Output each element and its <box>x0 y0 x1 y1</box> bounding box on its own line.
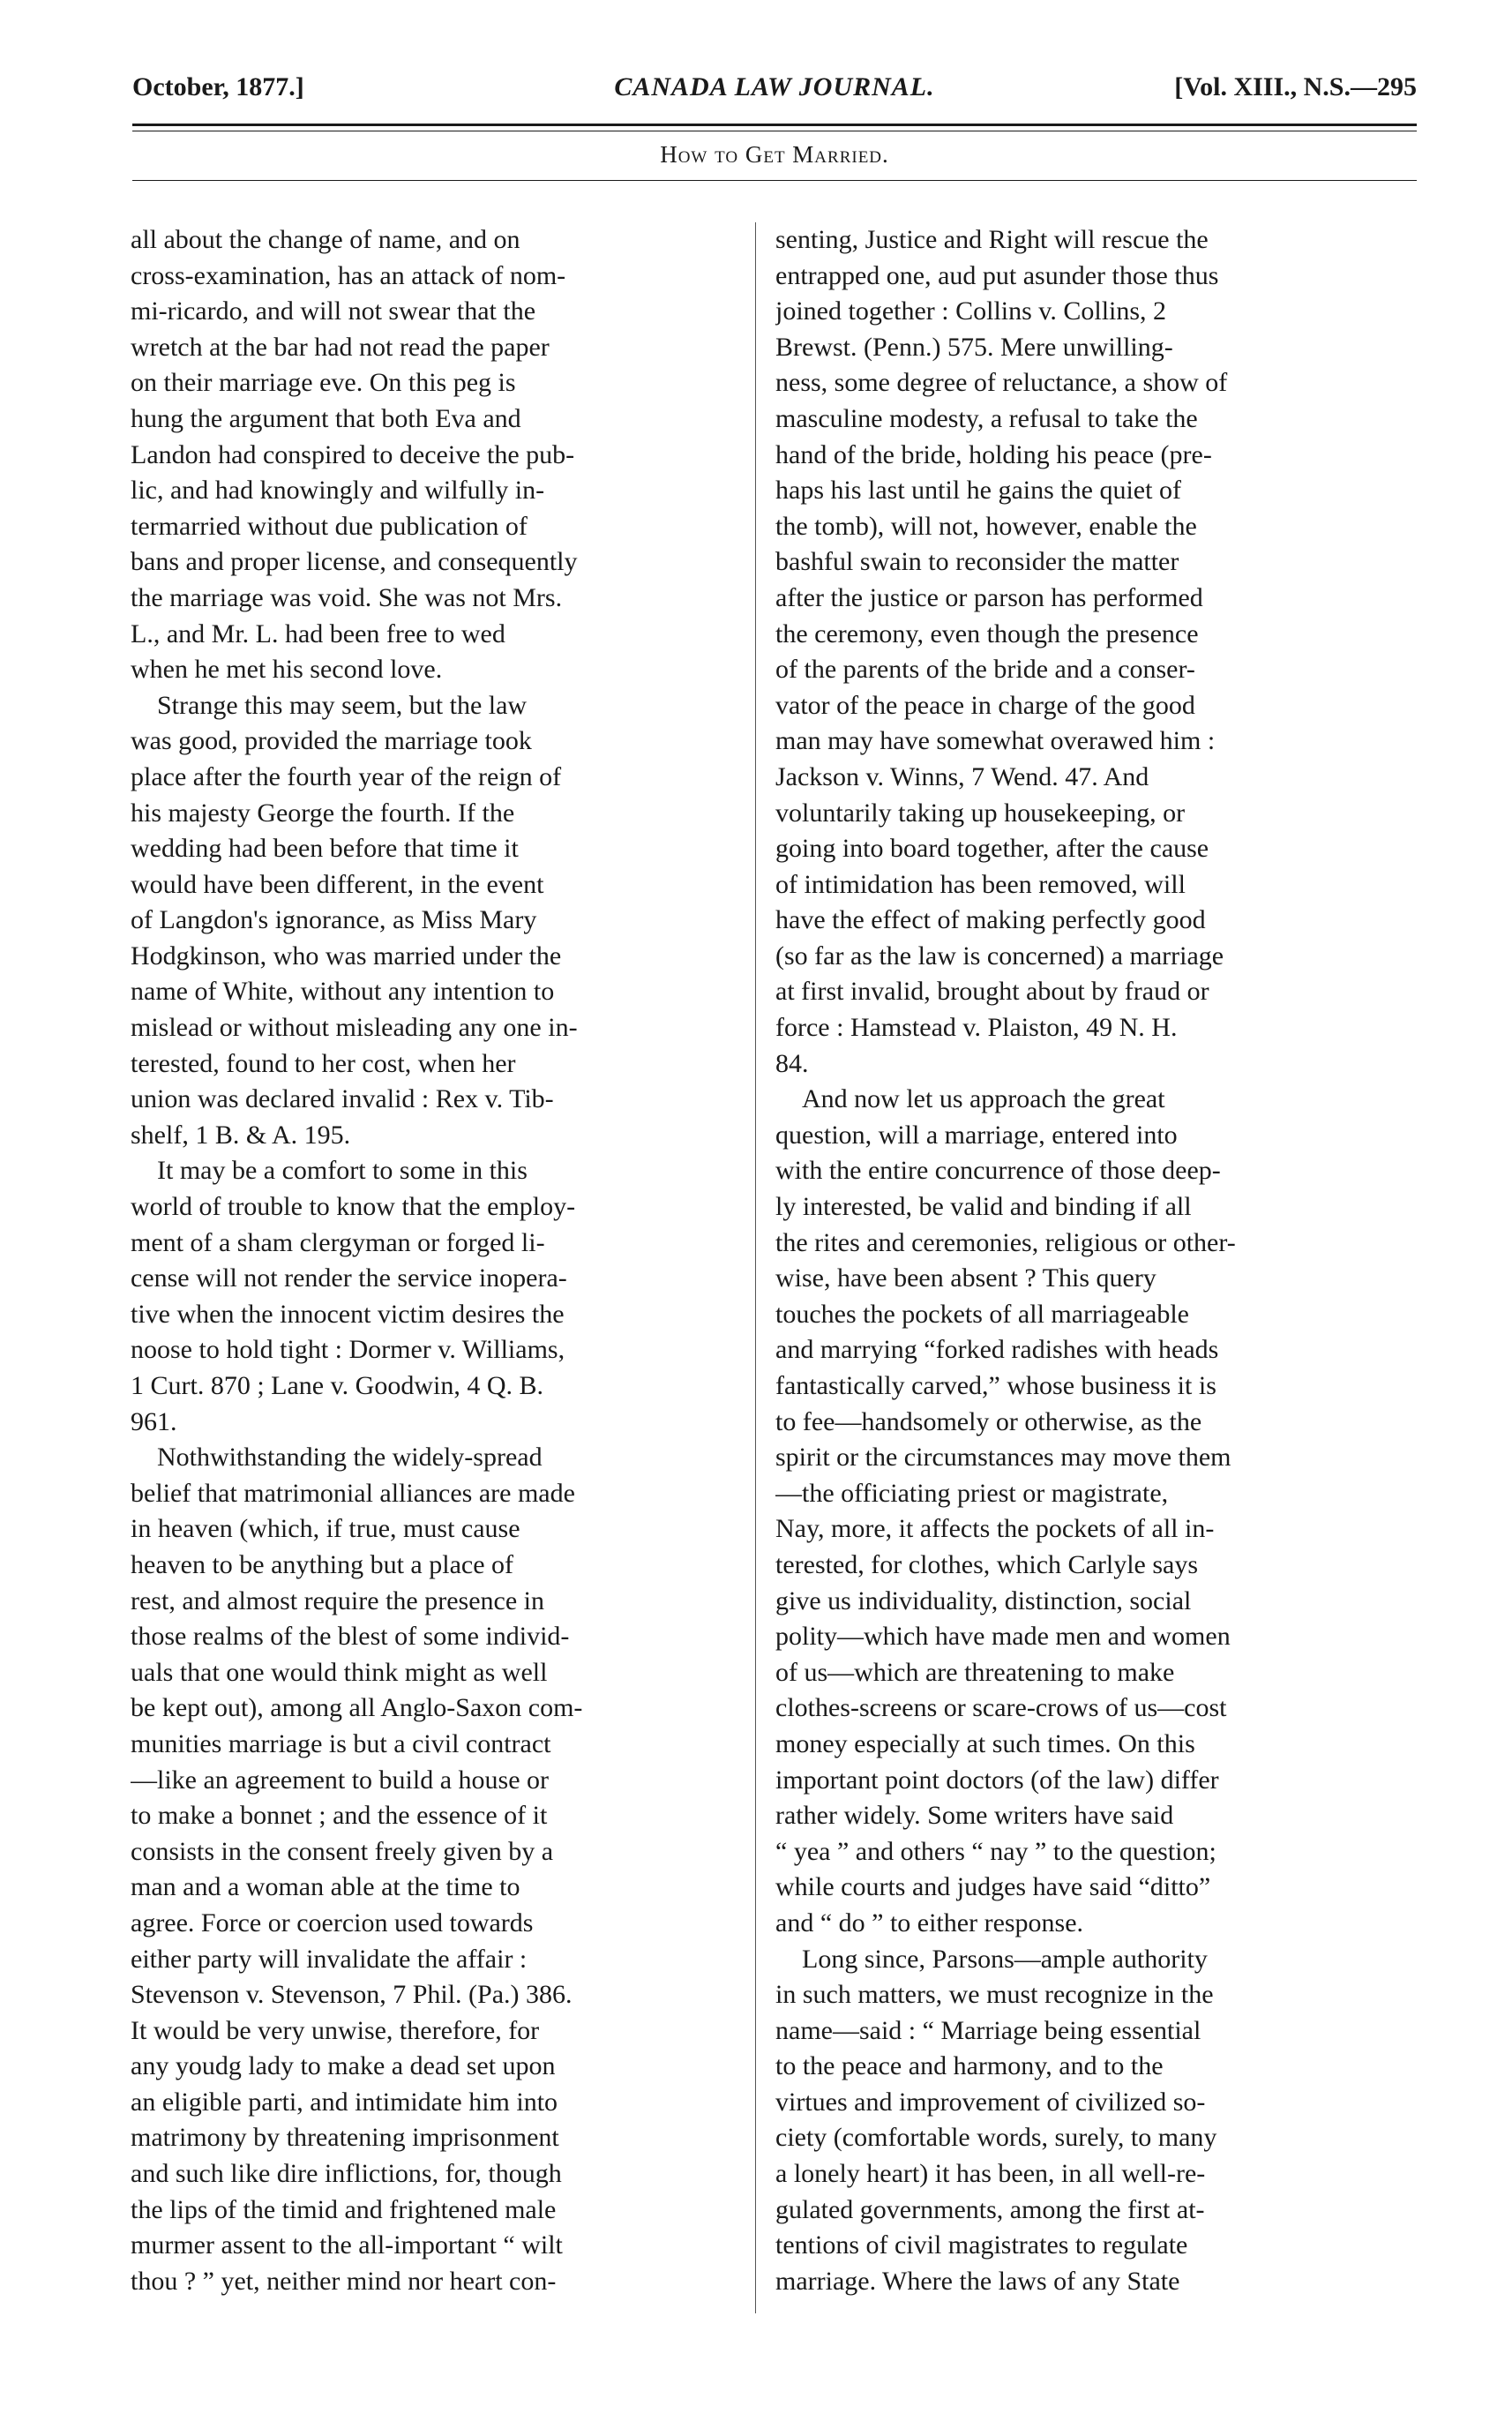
text-line: after the justice or parson has performed <box>775 582 1203 612</box>
text-line: 84. <box>775 1048 809 1078</box>
text-line: terested, found to her cost, when her <box>131 1048 516 1078</box>
text-line: cense will not render the service inopera- <box>131 1263 567 1293</box>
text-line: name of White, without any intention to <box>131 977 555 1007</box>
right-text-column <box>775 222 1380 2299</box>
text-line: munities marriage is but a civil contract <box>131 1728 551 1758</box>
text-line: wretch at the bar had not read the paper <box>131 332 550 362</box>
text-line: of us—which are threatening to make <box>775 1657 1175 1687</box>
text-line: the ceremony, even though the presence <box>775 618 1199 648</box>
text-line: Strange this may seem, but the law <box>157 690 528 720</box>
text-line: money especially at such times. On this <box>775 1728 1195 1758</box>
text-line: masculine modesty, a refusal to take the <box>775 403 1198 433</box>
text-line: ly interested, be valid and binding if all <box>775 1192 1192 1222</box>
column-divider <box>755 222 756 2313</box>
text-line: man and a woman able at the time to <box>131 1872 520 1902</box>
text-line: the marriage was void. She was not Mrs. <box>131 582 563 612</box>
text-line: heaven to be anything but a place of <box>131 1549 514 1579</box>
header-rule-thick <box>132 124 1417 126</box>
text-line: bans and proper license, and consequently <box>131 547 578 577</box>
text-line: agree. Force or coercion used towards <box>131 1908 534 1938</box>
text-line: tentions of civil magistrates to regulate <box>775 2230 1188 2260</box>
text-line: going into board together, after the cause <box>775 834 1209 864</box>
text-line: voluntarily taking up housekeeping, or <box>775 798 1186 828</box>
text-line: to make a bonnet ; and the essence of it <box>131 1801 548 1831</box>
text-line: 961. <box>131 1406 177 1436</box>
text-line: while courts and judges have said “ditto” <box>775 1872 1211 1902</box>
journal-title: CANADA LAW JOURNAL. <box>614 72 935 101</box>
text-line: would have been different, in the event <box>131 869 544 899</box>
text-line: have the effect of making perfectly good <box>775 905 1206 935</box>
text-line: his majesty George the fourth. If the <box>131 798 515 828</box>
text-line: uals that one would think might as well <box>131 1657 548 1687</box>
text-line: hung the argument that both Eva and <box>131 403 521 433</box>
text-line: and such like dire inflictions, for, though <box>131 2159 562 2189</box>
text-line: gulated governments, among the first at- <box>775 2194 1205 2224</box>
text-line: be kept out), among all Anglo-Saxon com- <box>131 1693 583 1723</box>
text-line: ciety (comfortable words, surely, to many <box>775 2123 1217 2153</box>
text-line: noose to hold tight : Dormer v. Williams, <box>131 1335 565 1365</box>
text-line: clothes-screens or scare-crows of us—cost <box>775 1693 1227 1723</box>
text-line: the tomb), will not, however, enable the <box>775 511 1197 541</box>
text-line: those realms of the blest of some individ- <box>131 1622 570 1652</box>
text-line: world of trouble to know that the employ- <box>131 1192 576 1222</box>
text-line: in such matters, we must recognize in the <box>775 1980 1214 2010</box>
text-line: consists in the consent freely given by a <box>131 1836 554 1866</box>
text-line: union was declared invalid : Rex v. Tib- <box>131 1084 554 1114</box>
text-line: cross-examination, has an attack of nom- <box>131 260 566 290</box>
text-line: force : Hamstead v. Plaiston, 49 N. H. <box>775 1013 1178 1043</box>
text-line: give us individuality, distinction, social <box>775 1585 1192 1615</box>
text-line: rather widely. Some writers have said <box>775 1801 1174 1831</box>
text-line: touches the pockets of all marriageable <box>775 1299 1189 1329</box>
text-line: joined together : Collins v. Collins, 2 <box>775 296 1167 326</box>
text-line: man may have somewhat overawed him : <box>775 726 1216 756</box>
running-head <box>132 72 1417 116</box>
title-rule <box>132 180 1417 181</box>
text-line: of Langdon's ignorance, as Miss Mary <box>131 905 537 935</box>
text-line: important point doctors (of the law) differ <box>775 1765 1219 1795</box>
text-line: lic, and had knowingly and wilfully in- <box>131 476 545 506</box>
text-line: and marrying “forked radishes with heads <box>775 1335 1219 1365</box>
text-line: Long since, Parsons—ample authority <box>802 1944 1208 1974</box>
text-line: spirit or the circumstances may move them <box>775 1443 1231 1473</box>
text-line: entrapped one, aud put asunder those thus <box>775 260 1219 290</box>
text-line: matrimony by threatening imprisonment <box>131 2123 559 2153</box>
text-line: wise, have been absent ? This query <box>775 1263 1156 1293</box>
text-line: Nothwithstanding the widely-spread <box>157 1443 543 1473</box>
text-line: and “ do ” to either response. <box>775 1908 1084 1938</box>
text-line: It would be very unwise, therefore, for <box>131 2015 540 2045</box>
text-line: L., and Mr. L. had been free to wed <box>131 618 505 648</box>
text-line: an eligible parti, and intimidate him into <box>131 2087 558 2117</box>
text-line: Landon had conspired to deceive the pub- <box>131 439 575 469</box>
text-line: the rites and ceremonies, religious or other- <box>775 1227 1236 1257</box>
text-line: either party will invalidate the affair : <box>131 1944 528 1974</box>
text-line: to fee—handsomely or otherwise, as the <box>775 1406 1202 1436</box>
text-line: wedding had been before that time it <box>131 834 519 864</box>
text-line: marriage. Where the laws of any State <box>775 2266 1180 2296</box>
text-line: tive when the innocent victim desires the <box>131 1299 565 1329</box>
text-line: fantastically carved,” whose business it is <box>775 1371 1216 1400</box>
text-line: the lips of the timid and frightened male <box>131 2194 557 2224</box>
text-line: Brewst. (Penn.) 575. Mere unwilling- <box>775 332 1173 362</box>
text-line: polity—which have made men and women <box>775 1622 1231 1652</box>
text-line: mislead or without misleading any one in- <box>131 1013 578 1043</box>
text-line: Jackson v. Winns, 7 Wend. 47. And <box>775 761 1149 791</box>
text-line: a lonely heart) it has been, in all well-re- <box>775 2159 1206 2189</box>
text-line: name—said : “ Marriage being essential <box>775 2015 1201 2045</box>
text-line: hand of the bride, holding his peace (pre- <box>775 439 1212 469</box>
text-line: was good, provided the marriage took <box>131 726 532 756</box>
text-line: mi-ricardo, and will not swear that the <box>131 296 536 326</box>
text-line: all about the change of name, and on <box>131 225 520 254</box>
text-line: of the parents of the bride and a conser- <box>775 655 1195 685</box>
text-line: —like an agreement to build a house or <box>131 1765 550 1795</box>
text-line: of intimidation has been removed, will <box>775 869 1186 899</box>
text-line: with the entire concurrence of those deep- <box>775 1156 1221 1186</box>
text-line: ness, some degree of reluctance, a show of <box>775 368 1228 398</box>
text-line: It may be a comfort to some in this <box>157 1156 528 1186</box>
text-line: place after the fourth year of the reign of <box>131 761 562 791</box>
text-line: vator of the peace in charge of the good <box>775 690 1195 720</box>
text-line: murmer assent to the all-important “ wilt <box>131 2230 563 2260</box>
text-line: bashful swain to reconsider the matter <box>775 547 1179 577</box>
text-line: rest, and almost require the presence in <box>131 1585 544 1615</box>
text-line: haps his last until he gains the quiet of <box>775 476 1181 506</box>
text-line: question, will a marriage, entered into <box>775 1120 1178 1150</box>
text-line: “ yea ” and others “ nay ” to the question; <box>775 1836 1216 1866</box>
text-line: shelf, 1 B. & A. 195. <box>131 1120 351 1150</box>
text-line: virtues and improvement of civilized so- <box>775 2087 1206 2117</box>
text-line: Nay, more, it affects the pockets of all in- <box>775 1514 1215 1544</box>
text-line: to the peace and harmony, and to the <box>775 2051 1164 2081</box>
text-line: in heaven (which, if true, must cause <box>131 1514 520 1544</box>
text-line: termarried without due publication of <box>131 511 528 541</box>
text-line: senting, Justice and Right will rescue the <box>775 225 1209 254</box>
text-line: Hodgkinson, who was married under the <box>131 941 562 971</box>
text-line: terested, for clothes, which Carlyle says <box>775 1549 1199 1579</box>
text-line: belief that matrimonial alliances are made <box>131 1478 575 1508</box>
text-line: on their marriage eve. On this peg is <box>131 368 516 398</box>
text-line: at first invalid, brought about by fraud or <box>775 977 1209 1007</box>
text-line: 1 Curt. 870 ; Lane v. Goodwin, 4 Q. B. <box>131 1371 544 1400</box>
text-line: —the officiating priest or magistrate, <box>775 1478 1169 1508</box>
text-line: (so far as the law is concerned) a marriage <box>775 941 1224 971</box>
text-line: any youdg lady to make a dead set upon <box>131 2051 556 2081</box>
left-text-column <box>131 222 735 2299</box>
issue-date: October, 1877.] <box>132 72 304 101</box>
article-title: How to Get Married. <box>660 141 889 168</box>
text-line: ment of a sham clergyman or forged li- <box>131 1227 545 1257</box>
text-line: when he met his second love. <box>131 655 443 685</box>
volume-page-number: [Vol. XIII., N.S.—295 <box>1174 72 1417 101</box>
text-line: And now let us approach the great <box>802 1084 1165 1114</box>
text-line: thou ? ” yet, neither mind nor heart con- <box>131 2266 557 2296</box>
text-line: Stevenson v. Stevenson, 7 Phil. (Pa.) 386. <box>131 1980 573 2010</box>
